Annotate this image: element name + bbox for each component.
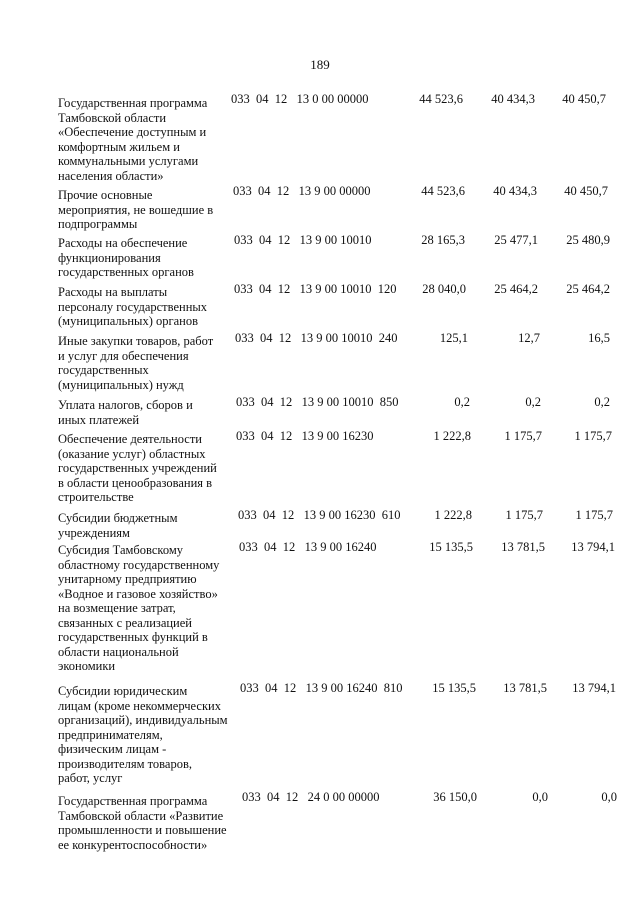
row-name: Расходы на выплаты персоналу государственных (муниципальных) органов [58,285,208,328]
row-value-2: 0,2 [525,395,541,409]
row-name: Субсидии бюджетным учреждениям [58,511,178,540]
row-code: 033 04 12 13 9 00 16240 810 [240,681,403,695]
row-value-3: 1 175,7 [574,429,612,443]
row-name: Уплата налогов, сборов и иных платежей [58,398,193,427]
row-name: Прочие основные мероприятия, не вошедшие в подпрограммы [58,188,214,231]
row-name: Субсидии юридическим лицам (кроме некоммерческих организаций), индивидуальным предпринимателям, физическим лицам - производителям товаров, работ, услуг [58,684,228,785]
row-value-2: 0,0 [532,790,548,804]
row-code: 033 04 12 13 9 00 16230 610 [238,508,401,522]
row-value-2: 12,7 [518,331,540,345]
row-value-2: 13 781,5 [503,681,547,695]
row-value-3: 25 464,2 [566,282,610,296]
row-value-1: 15 135,5 [429,540,473,554]
row-value-1: 1 222,8 [433,429,471,443]
row-name: Обеспечение деятельности (оказание услуг) областных государственных учреждений в области ценообразования в строительстве [58,432,217,504]
row-value-2: 1 175,7 [505,508,543,522]
row-code: 033 04 12 13 9 00 10010 120 [234,282,397,296]
row-value-3: 40 450,7 [562,92,606,106]
row-code: 033 04 12 13 9 00 00000 [233,184,371,198]
row-value-3: 1 175,7 [575,508,613,522]
row-name: Государственная программа Тамбовской области «Обеспечение доступным и комфортным жильем и коммунальными услугами населения области» [58,96,208,183]
row-code: 033 04 12 24 0 00 00000 [242,790,380,804]
row-name: Субсидия Тамбовскому областному государственному унитарному предприятию «Водное и газовое хозяйство» на возмещение затрат, связанных с реализацией государственных функций в области национальной экономики [58,543,220,673]
row-value-1: 36 150,0 [433,790,477,804]
row-value-2: 1 175,7 [504,429,542,443]
row-value-2: 25 464,2 [494,282,538,296]
row-value-2: 13 781,5 [501,540,545,554]
row-value-3: 40 450,7 [564,184,608,198]
row-value-2: 25 477,1 [494,233,538,247]
row-value-1: 15 135,5 [432,681,476,695]
row-value-3: 13 794,1 [571,540,615,554]
row-value-1: 44 523,6 [421,184,465,198]
row-value-3: 0,2 [594,395,610,409]
row-value-1: 44 523,6 [419,92,463,106]
row-code: 033 04 12 13 9 00 10010 850 [236,395,399,409]
row-value-3: 13 794,1 [572,681,616,695]
row-code: 033 04 12 13 9 00 16230 [236,429,374,443]
row-value-2: 40 434,3 [493,184,537,198]
row-value-1: 125,1 [439,331,468,345]
row-value-3: 16,5 [588,331,610,345]
row-name: Государственная программа Тамбовской области «Развитие промышленности и повышение ее конкурентоспособности» [58,794,227,852]
row-value-1: 28 040,0 [422,282,466,296]
row-code: 033 04 12 13 0 00 00000 [231,92,369,106]
row-value-1: 28 165,3 [421,233,465,247]
row-code: 033 04 12 13 9 00 10010 [234,233,372,247]
row-value-3: 0,0 [601,790,617,804]
row-value-1: 0,2 [454,395,470,409]
row-code: 033 04 12 13 9 00 16240 [239,540,377,554]
row-code: 033 04 12 13 9 00 10010 240 [235,331,398,345]
row-name: Расходы на обеспечение функционирования государственных органов [58,236,194,279]
page-number: 189 [310,57,330,72]
row-value-3: 25 480,9 [566,233,610,247]
row-value-2: 40 434,3 [491,92,535,106]
row-name: Иные закупки товаров, работ и услуг для обеспечения государственных (муниципальных) нужд [58,334,214,392]
row-value-1: 1 222,8 [434,508,472,522]
